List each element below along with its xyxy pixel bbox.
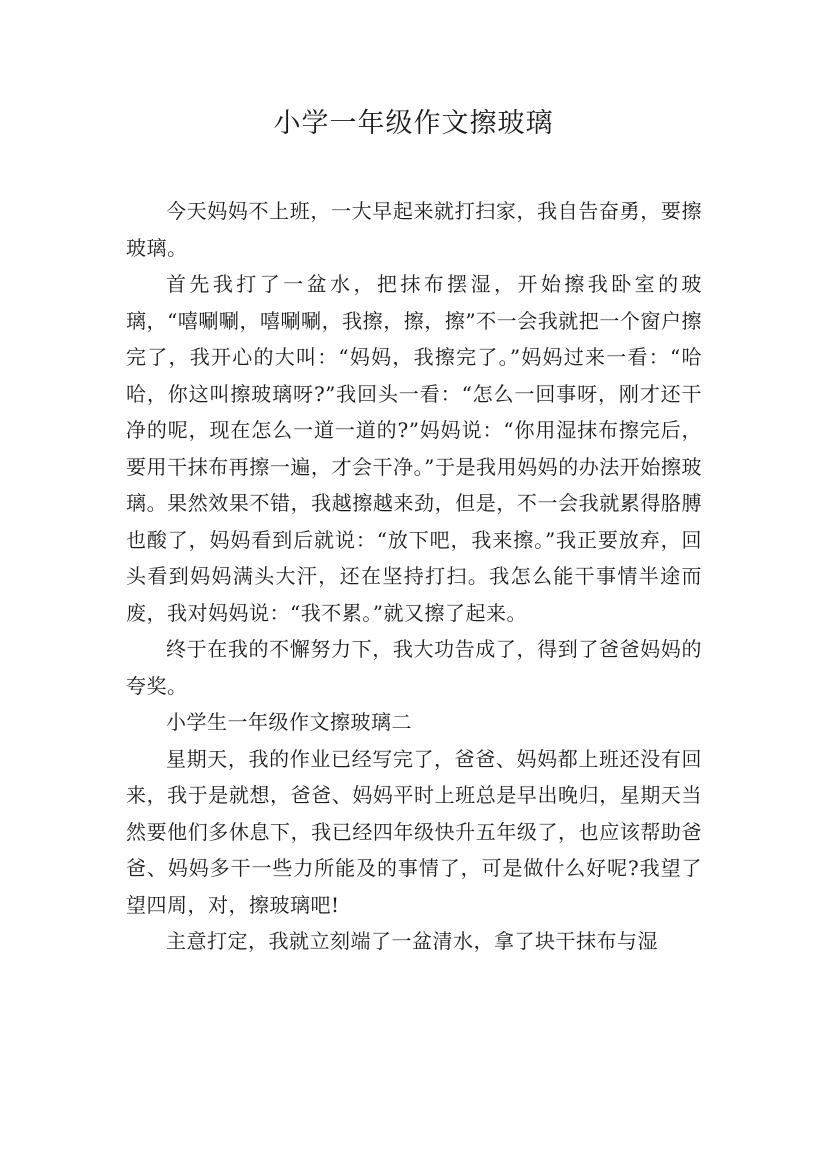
document-body xyxy=(126,193,702,960)
document-title: 小学一年级作文擦玻璃 xyxy=(273,108,554,139)
paragraph-decision: 主意打定，我就立刻端了一盆清水，拿了块干抹布与湿 xyxy=(166,929,658,953)
paragraph-intro: 今天妈妈不上班，一大早起来就打扫家，我自告奋勇，要擦玻璃。 xyxy=(126,199,702,260)
section-subtitle: 小学生一年级作文擦玻璃二 xyxy=(166,710,412,734)
paragraph-sunday: 星期天，我的作业已经写完了，爸爸、妈妈都上班还没有回来，我于是就想，爸爸、妈妈平时上班总是早出晚归，星期天当然要他们多休息下，我已经四年级快升五年级了，也应该帮助爸爸、妈妈多干一些力所能及的事情了，可是做什么好呢?我望了望四周，对，擦玻璃吧! xyxy=(126,746,702,917)
paragraph-conclusion: 终于在我的不懈努力下，我大功告成了，得到了爸爸妈妈的夸奖。 xyxy=(126,637,702,698)
paragraph-wiping-story: 首先我打了一盆水，把抹布摆湿，开始擦我卧室的玻璃，“嘻唰唰，嘻唰唰，我擦，擦，擦”不一会我就把一个窗户擦完了，我开心的大叫：“妈妈，我擦完了。”妈妈过来一看：“哈哈，你这叫擦玻璃呀?”我回头一看：“怎么一回事呀，刚才还干净的呢，现在怎么一道一道的?”妈妈说：“你用湿抹布擦完后，要用干抹布再擦一遍，才会干净。”于是我用妈妈的办法开始擦玻璃。果然效果不错，我越擦越来劲，但是，不一会我就累得胳膊也酸了，妈妈看到后就说：“放下吧，我来擦。”我正要放弃，回头看到妈妈满头大汗，还在坚持打扫。我怎么能干事情半途而废，我对妈妈说：“我不累。”就又擦了起来。 xyxy=(126,272,702,625)
